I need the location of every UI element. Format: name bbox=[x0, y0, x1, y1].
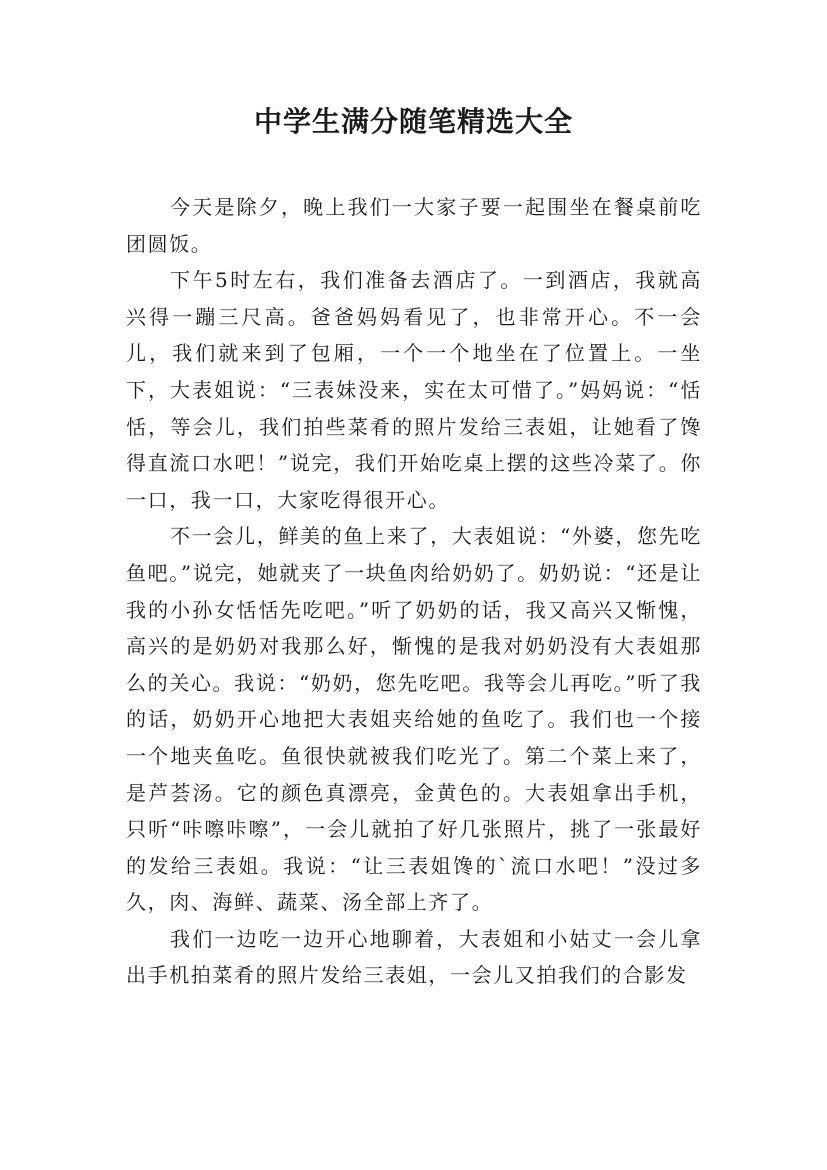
document-title: 中学生满分随笔精选大全 bbox=[253, 105, 573, 138]
paragraph-2: 下午5时左右，我们准备去酒店了。一到酒店，我就高兴得一蹦三尺高。爸爸妈妈看见了，也非常开心。不一会儿，我们就来到了包厢，一个一个地坐在了位置上。一坐下，大表姐说：“三表妹没来，实在太可惜了。”妈妈说：“恬恬，等会儿，我们拍些菜肴的照片发给三表姐，让她看了馋得直流口水吧！”说完，我们开始吃桌上摆的这些冷菜了。你一口，我一口，大家吃得很开心。 bbox=[126, 268, 702, 512]
paragraph-4: 我们一边吃一边开心地聊着，大表姐和小姑丈一会儿拿出手机拍菜肴的照片发给三表姐，一会儿又拍我们的合影发 bbox=[126, 926, 702, 988]
paragraph-3: 不一会儿，鲜美的鱼上来了，大表姐说：“外婆，您先吃鱼吧。”说完，她就夹了一块鱼肉给奶奶了。奶奶说：“还是让我的小孙女恬恬先吃吧。”听了奶奶的话，我又高兴又惭愧，高兴的是奶奶对我那么好，惭愧的是我对奶奶没有大表姐那么的关心。我说：“奶奶，您先吃吧。我等会儿再吃。”听了我的话，奶奶开心地把大表姐夹给她的鱼吃了。我们也一个接一个地夹鱼吃。鱼很快就被我们吃光了。第二个菜上来了，是芦荟汤。它的颜色真漂亮，金黄色的。大表姐拿出手机，只听“咔嚓咔嚓”，一会儿就拍了好几张照片，挑了一张最好的发给三表姐。我说：“让三表姐馋的`流口水吧！”没过多久，肉、海鲜、蔬菜、汤全部上齐了。 bbox=[126, 524, 702, 915]
document-body bbox=[126, 189, 702, 994]
paragraph-1: 今天是除夕，晚上我们一大家子要一起围坐在餐桌前吃团圆饭。 bbox=[126, 195, 702, 256]
